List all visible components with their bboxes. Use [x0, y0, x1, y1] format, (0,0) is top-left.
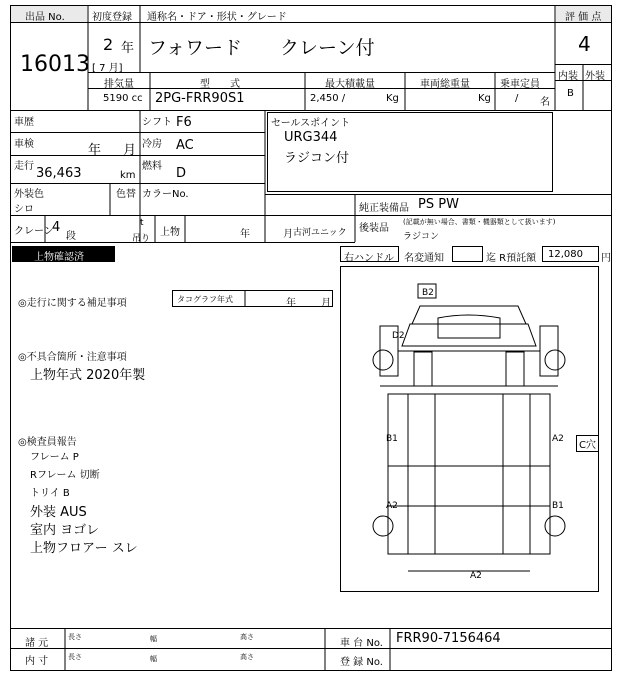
history-label: 車歴: [14, 117, 34, 128]
capacity-unit: 名: [540, 97, 550, 108]
gross-weight-label: 車両総重量: [420, 79, 470, 90]
tacho-label: タコグラフ年式: [177, 295, 233, 304]
chassis-value: FRR90-7156464: [396, 631, 501, 646]
mileage-value: 36,463: [36, 166, 82, 181]
lot-label: 出品 No.: [25, 12, 65, 23]
capacity: /: [515, 93, 519, 104]
selling-points-label: セールスポイント: [271, 118, 351, 129]
dims-label: 諸 元: [25, 638, 49, 649]
label-c-hole: C穴: [576, 435, 599, 452]
defect-item: 上物年式 2020年製: [30, 368, 146, 383]
inspection-value: 年 月: [88, 143, 137, 158]
label-d2: D2: [392, 331, 405, 341]
crane-stages: 4: [52, 220, 61, 235]
shift-value: F6: [176, 115, 192, 130]
color-no-label: カラーNo.: [142, 189, 189, 200]
mileage-label: 走行: [14, 161, 34, 172]
model-label: 型 式: [200, 79, 240, 90]
selling-point-1: URG344: [284, 130, 338, 145]
inner-length-label: 長さ: [68, 653, 82, 661]
inspector-item: 外装 AUS: [30, 505, 87, 520]
score-label: 評 価 点: [565, 12, 602, 23]
ac-label: 冷房: [142, 139, 162, 150]
name-label: 通称名・ドア・形状・グレード: [147, 12, 287, 23]
label-b1-left: B1: [386, 434, 398, 444]
truck-diagram: [340, 266, 599, 592]
inspection-label: 車検: [14, 139, 34, 150]
score: 4: [578, 32, 591, 56]
label-a2-right: A2: [552, 434, 564, 444]
inspector-item: フレーム P: [30, 452, 79, 463]
inner-width-label: 幅: [150, 655, 157, 663]
interior-label: 内装: [558, 71, 578, 82]
year-unit: 年: [121, 41, 135, 56]
displacement: 5190 cc: [103, 93, 143, 104]
height-label: 高さ: [240, 633, 254, 641]
label-b1-right: B1: [552, 501, 564, 511]
label-b2: B2: [422, 288, 434, 298]
crane-stage-unit: 段: [66, 231, 76, 242]
first-reg-month: [ 7 月]: [92, 63, 123, 74]
deposit-label: 迄 R預託額: [486, 253, 537, 264]
fuel-label: 燃料: [142, 161, 162, 172]
inspector-item: 上物フロアー スレ: [30, 541, 138, 556]
defects-title: ◎不具合箇所・注意事項: [18, 352, 127, 363]
max-load-label: 最大積載量: [325, 79, 375, 90]
aftermarket-label: 後装品: [359, 223, 389, 234]
inspector-item: 室内 ヨゴレ: [30, 523, 100, 538]
equipment-label: 純正装備品: [359, 203, 409, 214]
confirmed-banner-text: 上物確認済: [34, 252, 84, 263]
registration-label: 登 録 No.: [340, 657, 383, 668]
name-change-label: 名変通知: [404, 253, 444, 264]
ac-value: AC: [176, 138, 194, 153]
gross-weight-unit: Kg: [478, 93, 491, 104]
upper-label: 上物: [160, 227, 180, 238]
aftermarket-value: ラジコン: [403, 232, 440, 242]
upper-maker: 古河ユニック: [293, 228, 347, 238]
deposit-unit: 円: [601, 253, 611, 264]
interior-grade: B: [567, 88, 574, 99]
crane-hook: 吊り: [132, 234, 151, 244]
ext-color-value: シロ: [14, 204, 34, 215]
inspector-title: ◎検査員報告: [18, 437, 77, 448]
chassis-label: 車 台 No.: [340, 638, 383, 649]
width-label: 幅: [150, 635, 157, 643]
color-change-label: 色替: [116, 189, 136, 200]
confirmed-banner: [12, 246, 115, 262]
mileage-unit: km: [120, 170, 136, 181]
deposit-amount: 12,080: [548, 249, 583, 260]
shift-label: シフト: [142, 117, 172, 128]
displacement-label: 排気量: [104, 79, 134, 90]
inspector-item: トリイ B: [30, 488, 70, 499]
model: 2PG-FRR90S1: [155, 91, 245, 106]
inspector-item: Rフレーム 切断: [30, 470, 100, 481]
capacity-label: 乗車定員: [500, 79, 540, 90]
tacho-value: 年 月: [286, 298, 332, 309]
first-reg-year: 2: [103, 35, 114, 54]
first-reg-label: 初度登録: [92, 12, 132, 23]
aftermarket-note: (記載が無い場合、書類・機器類として扱います): [403, 218, 556, 226]
inner-height-label: 高さ: [240, 653, 254, 661]
car-name: フォワード クレーン付: [148, 37, 375, 59]
length-label: 長さ: [68, 633, 82, 641]
ext-color-label: 外装色: [14, 189, 44, 200]
upper-value: 年 月: [240, 229, 294, 240]
lot-number: 16013: [20, 52, 90, 77]
exterior-label: 外装: [585, 71, 605, 82]
fuel-value: D: [176, 166, 187, 181]
crane-label: クレーン: [14, 226, 54, 237]
crane-t: t: [140, 218, 144, 228]
inner-dims-label: 内 寸: [25, 656, 49, 667]
equipment-value: PS PW: [418, 197, 459, 212]
label-a2-left: A2: [386, 501, 398, 511]
selling-point-2: ラジコン付: [284, 151, 350, 166]
label-a2-bottom: A2: [470, 571, 482, 581]
steering-label: 右ハンドル: [344, 253, 394, 264]
max-load: 2,450 /: [310, 93, 346, 104]
driving-notes-title: ◎走行に関する補足事項: [18, 298, 127, 309]
max-load-unit: Kg: [386, 93, 399, 104]
